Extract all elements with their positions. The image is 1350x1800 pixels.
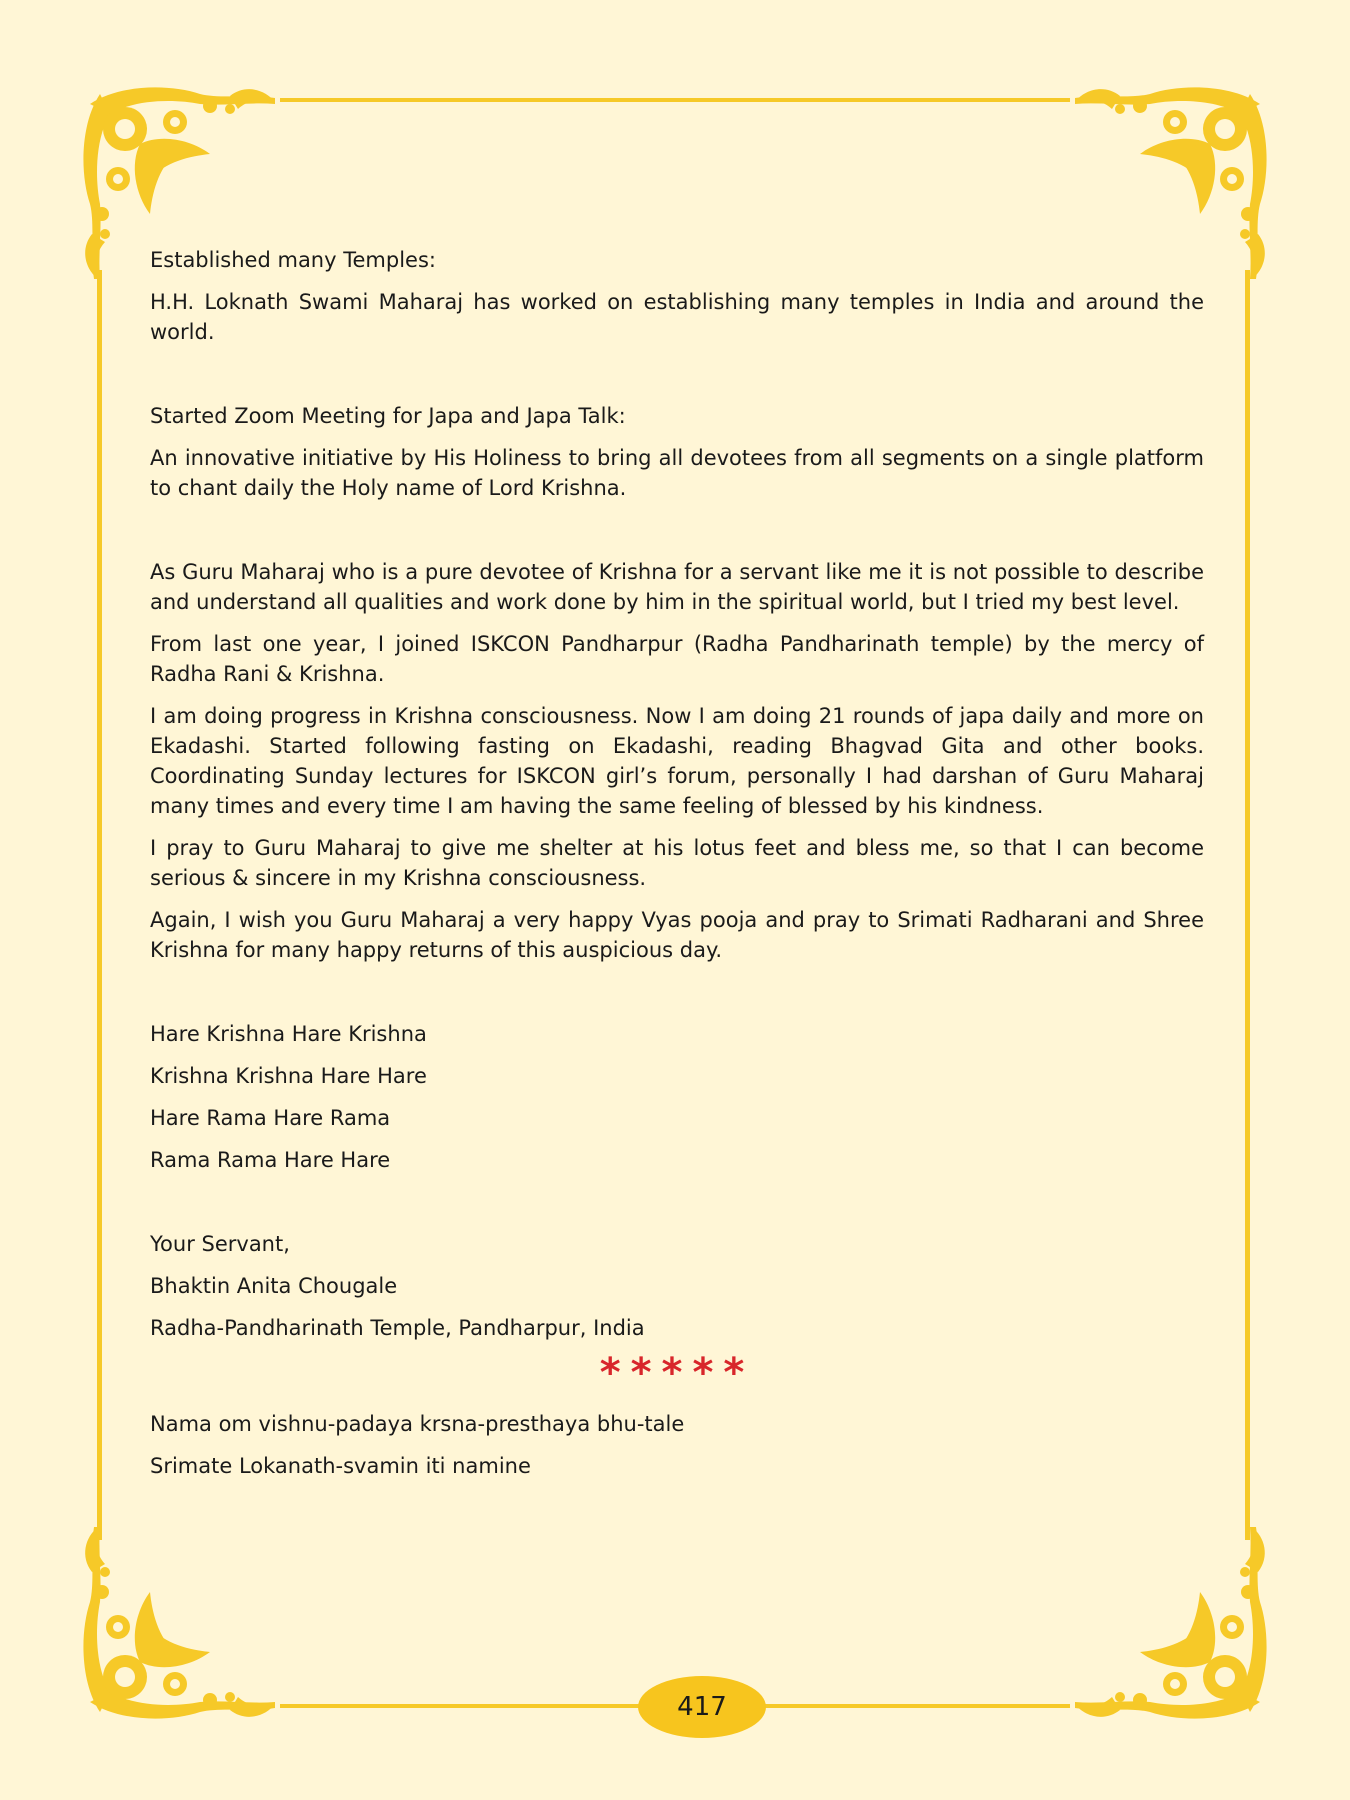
mantra-line: Krishna Krishna Hare Hare <box>150 1064 427 1088</box>
mantra-line: Hare Rama Hare Rama <box>150 1106 391 1130</box>
star-separator: ***** <box>599 1350 755 1396</box>
corner-ornament-icon <box>1070 1522 1270 1722</box>
section-heading-zoom: Started Zoom Meeting for Japa and Japa Talk: <box>150 404 626 428</box>
signature-name: Bhaktin Anita Chougale <box>150 1274 398 1298</box>
mantra-line: Rama Rama Hare Hare <box>150 1148 391 1172</box>
signature-closing: Your Servant, <box>150 1232 290 1256</box>
pranama-line: Nama om vishnu-padaya krsna-presthaya bhu-tale <box>150 1412 685 1436</box>
mantra-line: Hare Krishna Hare Krishna <box>150 1022 427 1046</box>
paragraph: As Guru Maharaj who is a pure devotee of Krishna for a servant like me it is not possible to describe and understand all qualities and work done by him in the spiritual world, but I tried my best level. <box>150 560 1204 614</box>
page-content <box>150 245 1204 1493</box>
spacer <box>150 359 1204 401</box>
paragraph: I am doing progress in Krishna consciousness. Now I am doing 21 rounds of japa daily and more on Ekadashi. Started following fasting on Ekadashi, reading Bhagvad Gita and other books. Coordinating Sunday lectures for ISKCON girl’s forum, personally I had darshan of Guru Maharaj many times and every time I am having the same feeling of blessed by his kindness. <box>150 704 1204 818</box>
signature-location: Radha-Pandharinath Temple, Pandharpur, India <box>150 1316 645 1340</box>
section-text-zoom: An innovative initiative by His Holiness to bring all devotees from all segments on a single platform to chant daily the Holy name of Lord Krishna. <box>150 446 1204 500</box>
section-heading-temples: Established many Temples: <box>150 248 436 272</box>
paragraph: From last one year, I joined ISKCON Pandharpur (Radha Pandharinath temple) by the mercy of Radha Rani & Krishna. <box>150 632 1204 686</box>
corner-ornament-icon <box>80 1522 280 1722</box>
paragraph: Again, I wish you Guru Maharaj a very happy Vyas pooja and pray to Srimati Radharani and Shree Krishna for many happy returns of this auspicious day. <box>150 908 1204 962</box>
section-text-temples: H.H. Loknath Swami Maharaj has worked on establishing many temples in India and around the world. <box>150 290 1204 344</box>
page-number: 417 <box>677 1692 727 1722</box>
pranama-line: Srimate Lokanath-svamin iti namine <box>150 1454 531 1478</box>
spacer <box>150 1187 1204 1229</box>
spacer <box>150 515 1204 557</box>
page-number-badge <box>638 1676 766 1738</box>
spacer <box>150 977 1204 1019</box>
paragraph: I pray to Guru Maharaj to give me shelter at his lotus feet and bless me, so that I can become serious & sincere in my Krishna consciousness. <box>150 836 1204 890</box>
border-top-line <box>280 98 1070 102</box>
border-left-line <box>97 270 102 1540</box>
border-right-line <box>1245 270 1250 1540</box>
